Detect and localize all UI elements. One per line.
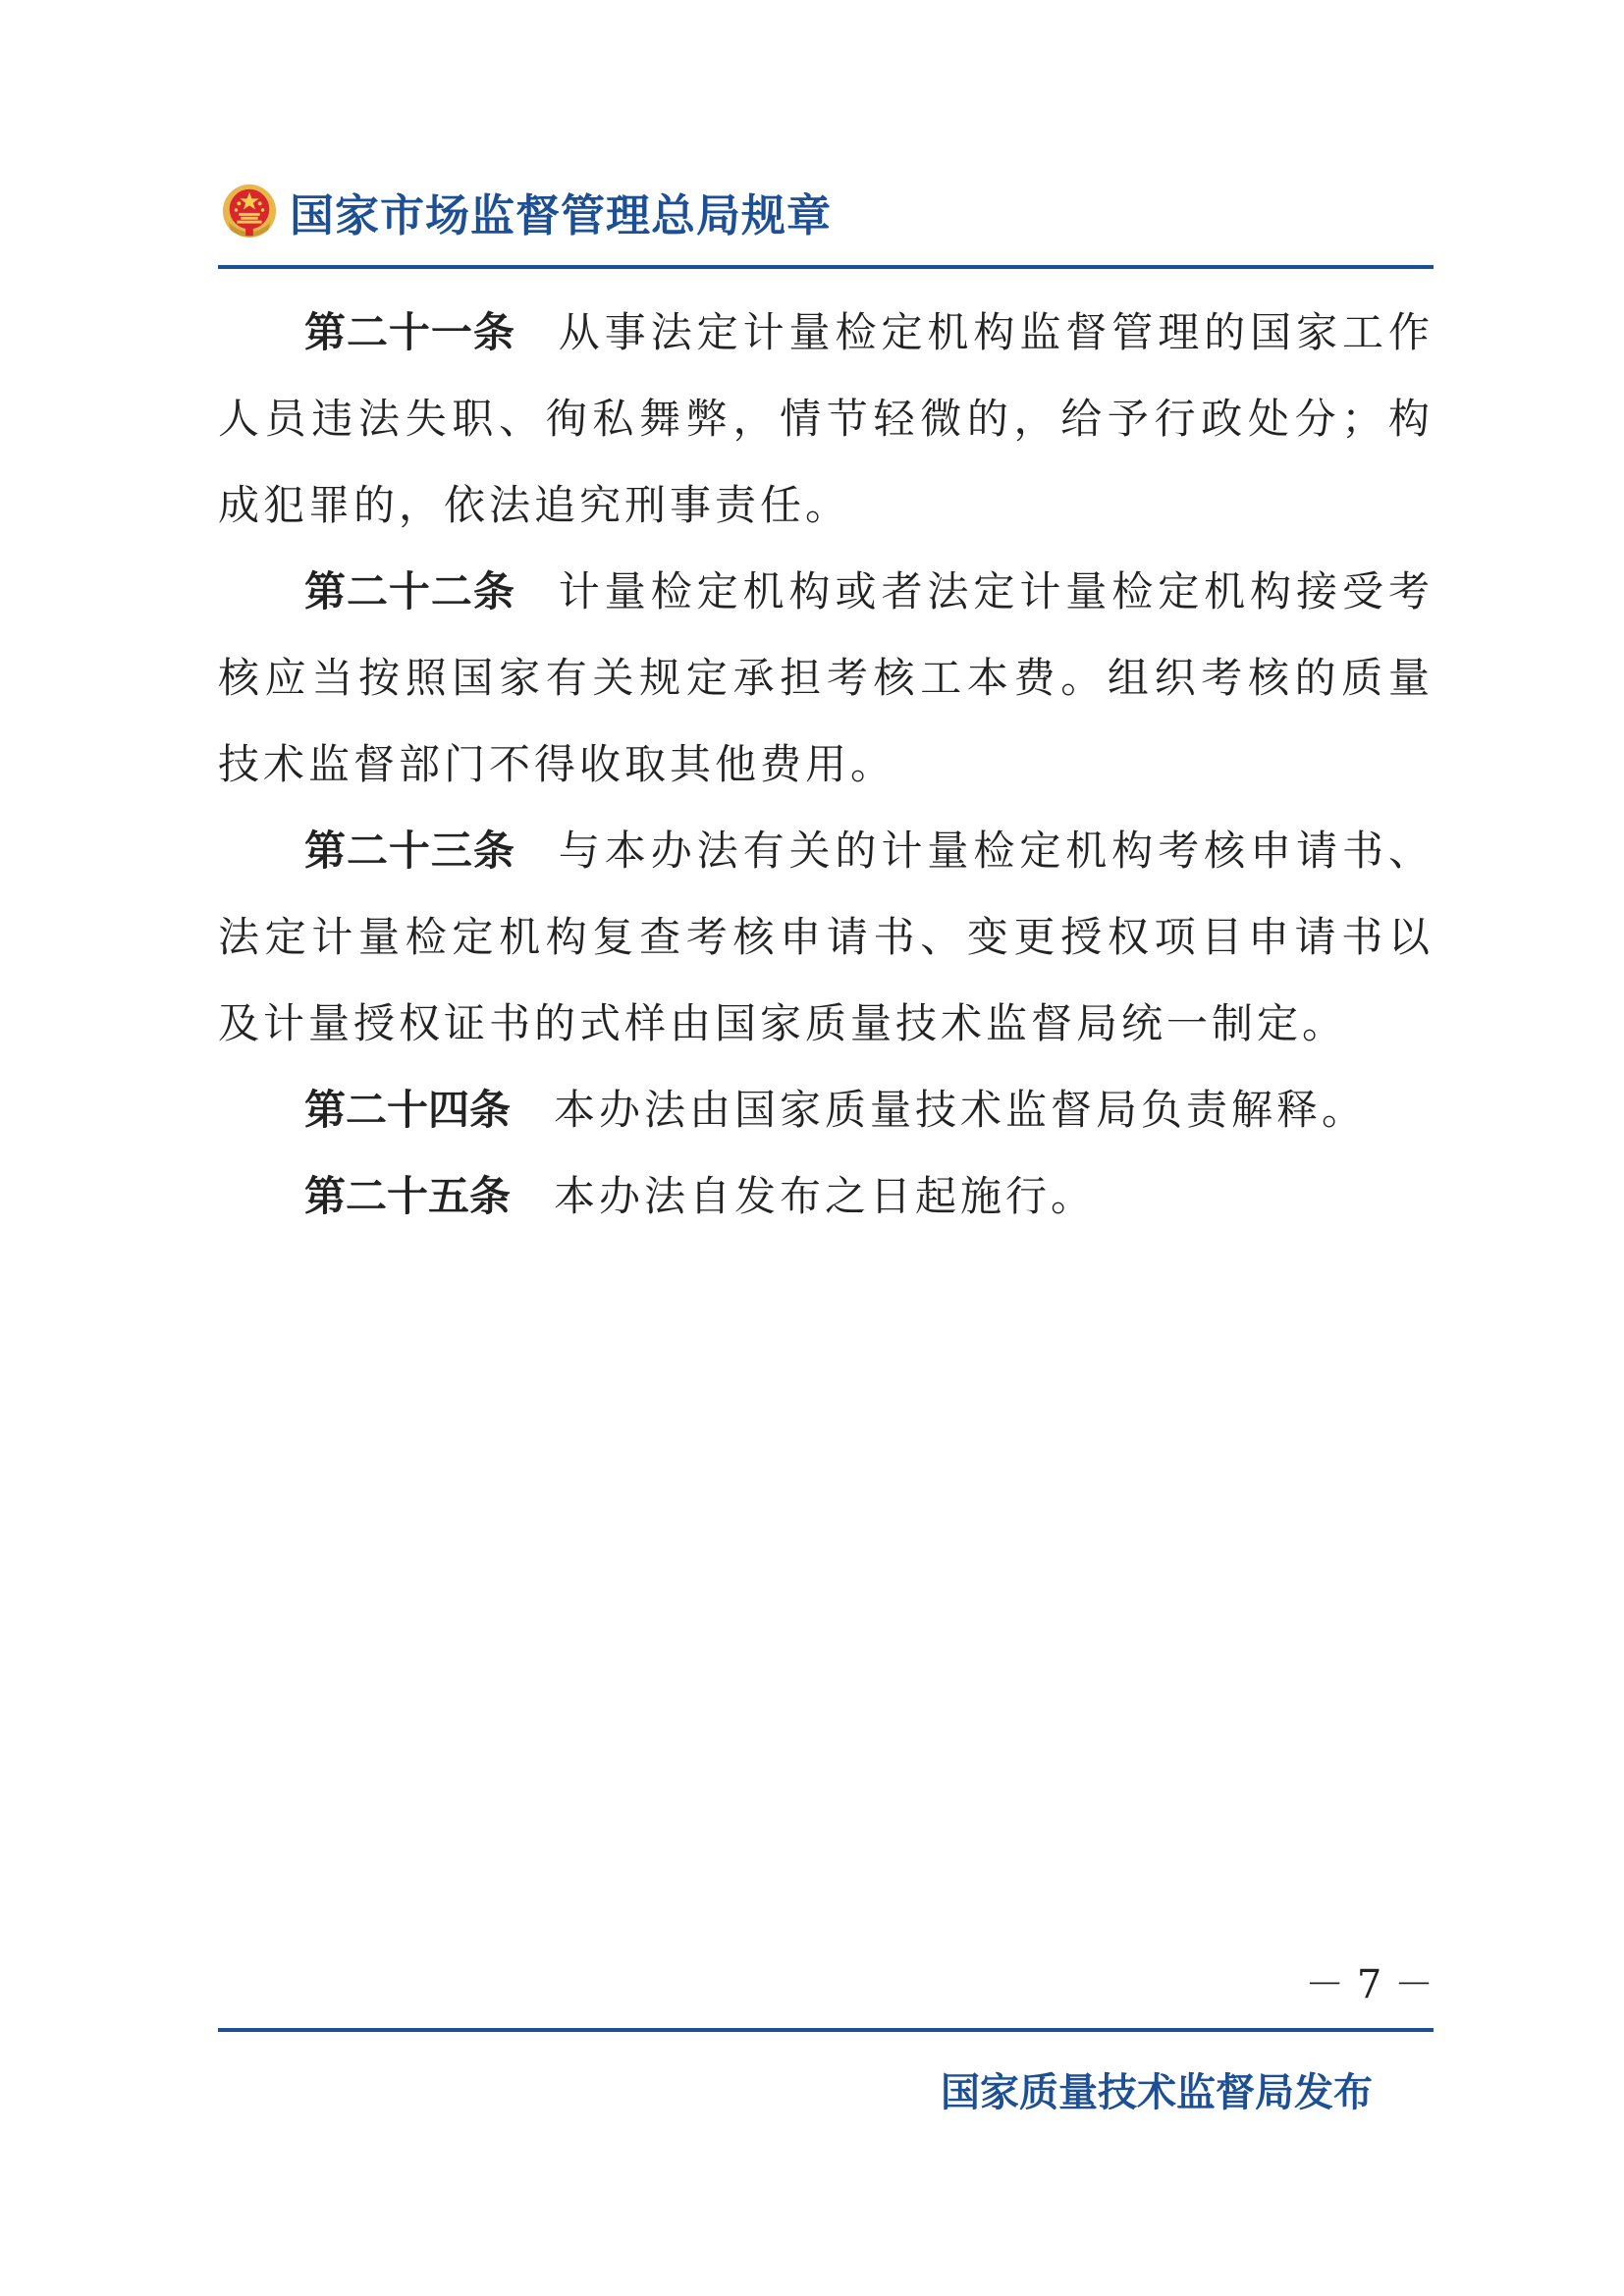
- article-number: 第二十二条: [304, 567, 515, 615]
- footer-divider: [218, 2028, 1434, 2032]
- article-22: [218, 549, 1434, 808]
- article-number: 第二十五条: [304, 1172, 512, 1220]
- header-title: 国家市场监督管理总局规章: [290, 188, 833, 241]
- article-text: 与本办法有关的计量检定机构考核申请书、法定计量检定机构复查考核申请书、变更授权项目申请书以及计量授权证书的式样由国家质量技术监督局统一制定。: [218, 827, 1434, 1047]
- publisher-label: 国家质量技术监督局发布: [941, 2070, 1373, 2115]
- article-21: [218, 290, 1434, 549]
- page-header: [221, 177, 832, 245]
- national-emblem-icon: [221, 183, 278, 240]
- article-number: 第二十三条: [304, 827, 515, 875]
- article-text: 从事法定计量检定机构监督管理的国家工作人员违法失职、徇私舞弊，情节轻微的，给予行政处分；构成犯罪的，依法追究刑事责任。: [218, 308, 1434, 529]
- article-text: 本办法由国家质量技术监督局负责解释。: [554, 1086, 1368, 1134]
- article-23: [218, 808, 1434, 1067]
- article-text: 计量检定机构或者法定计量检定机构接受考核应当按照国家有关规定承担考核工本费。组织考核的质量技术监督部门不得收取其他费用。: [218, 567, 1434, 788]
- header-divider: [218, 265, 1434, 269]
- article-25: [218, 1153, 1434, 1240]
- page-number: － 7 －: [1305, 1962, 1434, 2007]
- document-body: [218, 290, 1434, 1240]
- article-text: 本办法自发布之日起施行。: [554, 1172, 1097, 1220]
- article-number: 第二十四条: [304, 1086, 512, 1134]
- article-number: 第二十一条: [304, 308, 515, 356]
- article-24: [218, 1067, 1434, 1153]
